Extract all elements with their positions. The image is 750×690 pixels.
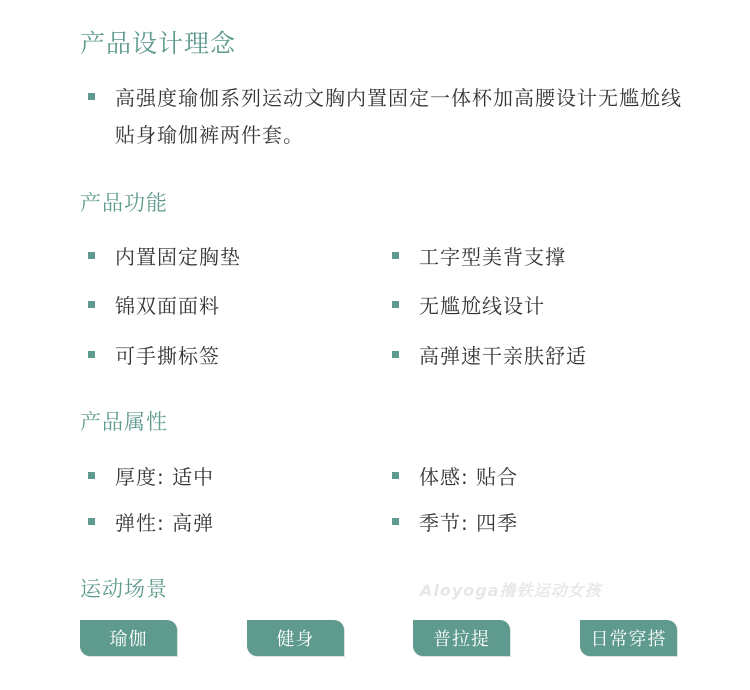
bullet-icon — [88, 301, 95, 308]
watermark: Aloyoga撸铁运动女孩 — [420, 581, 602, 600]
attribute-text: 弹性: 高弹 — [115, 511, 215, 535]
scenes-title: 运动场景 — [80, 577, 168, 601]
feature-item — [88, 241, 241, 270]
feature-item — [392, 340, 587, 369]
feature-text: 无尴尬线设计 — [419, 294, 545, 318]
design-concept-item — [88, 84, 708, 154]
feature-text: 内置固定胸垫 — [115, 245, 241, 269]
scene-tag-pilates[interactable]: 普拉提 — [413, 620, 510, 656]
feature-text: 工字型美背支撑 — [419, 245, 566, 269]
bullet-icon — [392, 472, 399, 479]
feature-item — [88, 290, 220, 319]
bullet-icon — [392, 351, 399, 358]
feature-item — [88, 340, 220, 369]
scene-tag-fitness[interactable]: 健身 — [247, 620, 344, 656]
bullet-icon — [88, 252, 95, 259]
attribute-text: 厚度: 适中 — [115, 465, 215, 489]
attribute-text: 体感: 贴合 — [419, 465, 519, 489]
feature-text: 可手撕标签 — [115, 344, 220, 368]
feature-item — [392, 290, 545, 319]
bullet-icon — [88, 93, 95, 100]
bullet-icon — [392, 518, 399, 525]
bullet-icon — [392, 301, 399, 308]
attribute-text: 季节: 四季 — [419, 511, 519, 535]
attribute-item — [392, 461, 518, 490]
feature-text: 锦双面面料 — [115, 294, 220, 318]
feature-text: 高弹速干亲肤舒适 — [419, 344, 587, 368]
bullet-icon — [88, 351, 95, 358]
design-concept-text: 高强度瑜伽系列运动文胸内置固定一体杯加高腰设计无尴尬线贴身瑜伽裤两件套。 — [115, 86, 682, 147]
attribute-item — [392, 507, 518, 536]
attribute-item — [88, 507, 214, 536]
scene-tag-yoga[interactable]: 瑜伽 — [80, 620, 177, 656]
scene-tag-daily-wear[interactable]: 日常穿搭 — [580, 620, 677, 656]
feature-item — [392, 241, 566, 270]
design-concept-title: 产品设计理念 — [80, 29, 237, 58]
bullet-icon — [88, 472, 95, 479]
bullet-icon — [88, 518, 95, 525]
attributes-title: 产品属性 — [80, 410, 168, 434]
bullet-icon — [392, 252, 399, 259]
features-title: 产品功能 — [80, 191, 168, 215]
attribute-item — [88, 461, 214, 490]
